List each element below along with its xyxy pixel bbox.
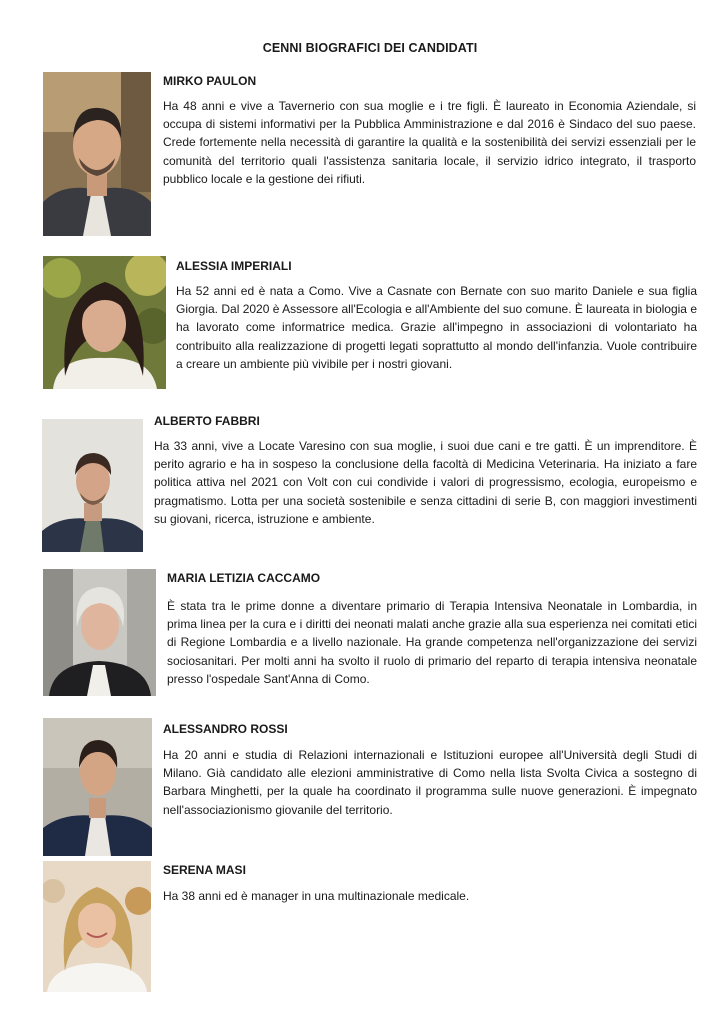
- candidate-name: ALESSANDRO ROSSI: [163, 722, 288, 736]
- candidate-photo: [43, 861, 151, 992]
- candidate-bio: Ha 20 anni e studia di Relazioni internazionali e Istituzioni europee all'Università degli Studi di Milano. Già candidato alle elezioni amministrative di Como nella lista Svolta Civica a sostegno di Barbara Minghetti, per la quale ha coordinato il programma sulle nuove generazioni. È impegnato nell'associazionismo giovanile del territorio.: [163, 748, 697, 817]
- candidate-name: SERENA MASI: [163, 863, 246, 877]
- candidate-name: MIRKO PAULON: [163, 74, 257, 88]
- candidate-bio: Ha 33 anni, vive a Locate Varesino con sua moglie, i suoi due cani e tre gatti. È un imprenditore. È perito agrario e ha in sospeso la conclusione della facoltà di Medicina Veterinaria. Ha iniziato a fare politica attiva nel 2021 con Volt con cui condivide i valori di progressismo, ecologia, europeismo e pragmatismo. Lotta per una società sostenibile e senza cittadini di serie B, con maggiori investimenti su giovani, ricerca, istruzione e ambiente.: [154, 439, 697, 526]
- candidate-bio: Ha 52 anni ed è nata a Como. Vive a Casnate con Bernate con suo marito Daniele e sua figlia Giorgia. Dal 2020 è Assessore all'Ecologia e all'Ambiente del suo comune. È laureata in biologia e ha lavorato come informatrice medica. Grazie all'impegno in associazioni di volontariato ha contribuito alla realizzazione di progetti legati soprattutto al mondo dell'infanzia. Vuole contribuire a creare un ambiente più vivibile per i nostri giovani.: [176, 284, 697, 371]
- candidate-photo: [43, 256, 166, 389]
- candidate-photo: [43, 718, 152, 856]
- candidate-bio: Ha 48 anni e vive a Tavernerio con sua moglie e i tre figli. È laureato in Economia Aziendale, si occupa di sistemi informativi per la Pubblica Amministrazione e dal 2016 è Sindaco del suo paese. Crede fortemente nella necessità di garantire la qualità e la sostenibilità dei servizi essenziali per le comunità del territorio quali l'assistenza sanitaria locale, il servizio idrico integrato, il trasporto pubblico locale e la gestione dei rifiuti.: [163, 99, 696, 186]
- candidate-bio: Ha 38 anni ed è manager in una multinazionale medicale.: [163, 889, 470, 903]
- page-title: CENNI BIOGRAFICI DEI CANDIDATI: [262, 41, 478, 55]
- candidate-name: ALESSIA IMPERIALI: [176, 259, 292, 273]
- candidate-bio: È stata tra le prime donne a diventare primario di Terapia Intensiva Neonatale in Lombardia, in prima linea per la cura e i diritti dei neonati malati anche grazie alla sua esperienza nei comitati etici di Regione Lombardia e a livello nazionale. Ha grande competenza nell'organizzazione dei servizi sociosanitari. Per molti anni ha svolto il ruolo di primario del reparto di terapia intensiva neonatale presso l'ospedale Sant'Anna di Como.: [167, 599, 697, 686]
- candidate-name: ALBERTO FABBRI: [154, 414, 260, 428]
- candidate-photo: [43, 72, 151, 236]
- candidate-photo: [43, 569, 156, 696]
- candidate-photo: [42, 419, 143, 552]
- candidate-name: MARIA LETIZIA CACCAMO: [167, 571, 321, 585]
